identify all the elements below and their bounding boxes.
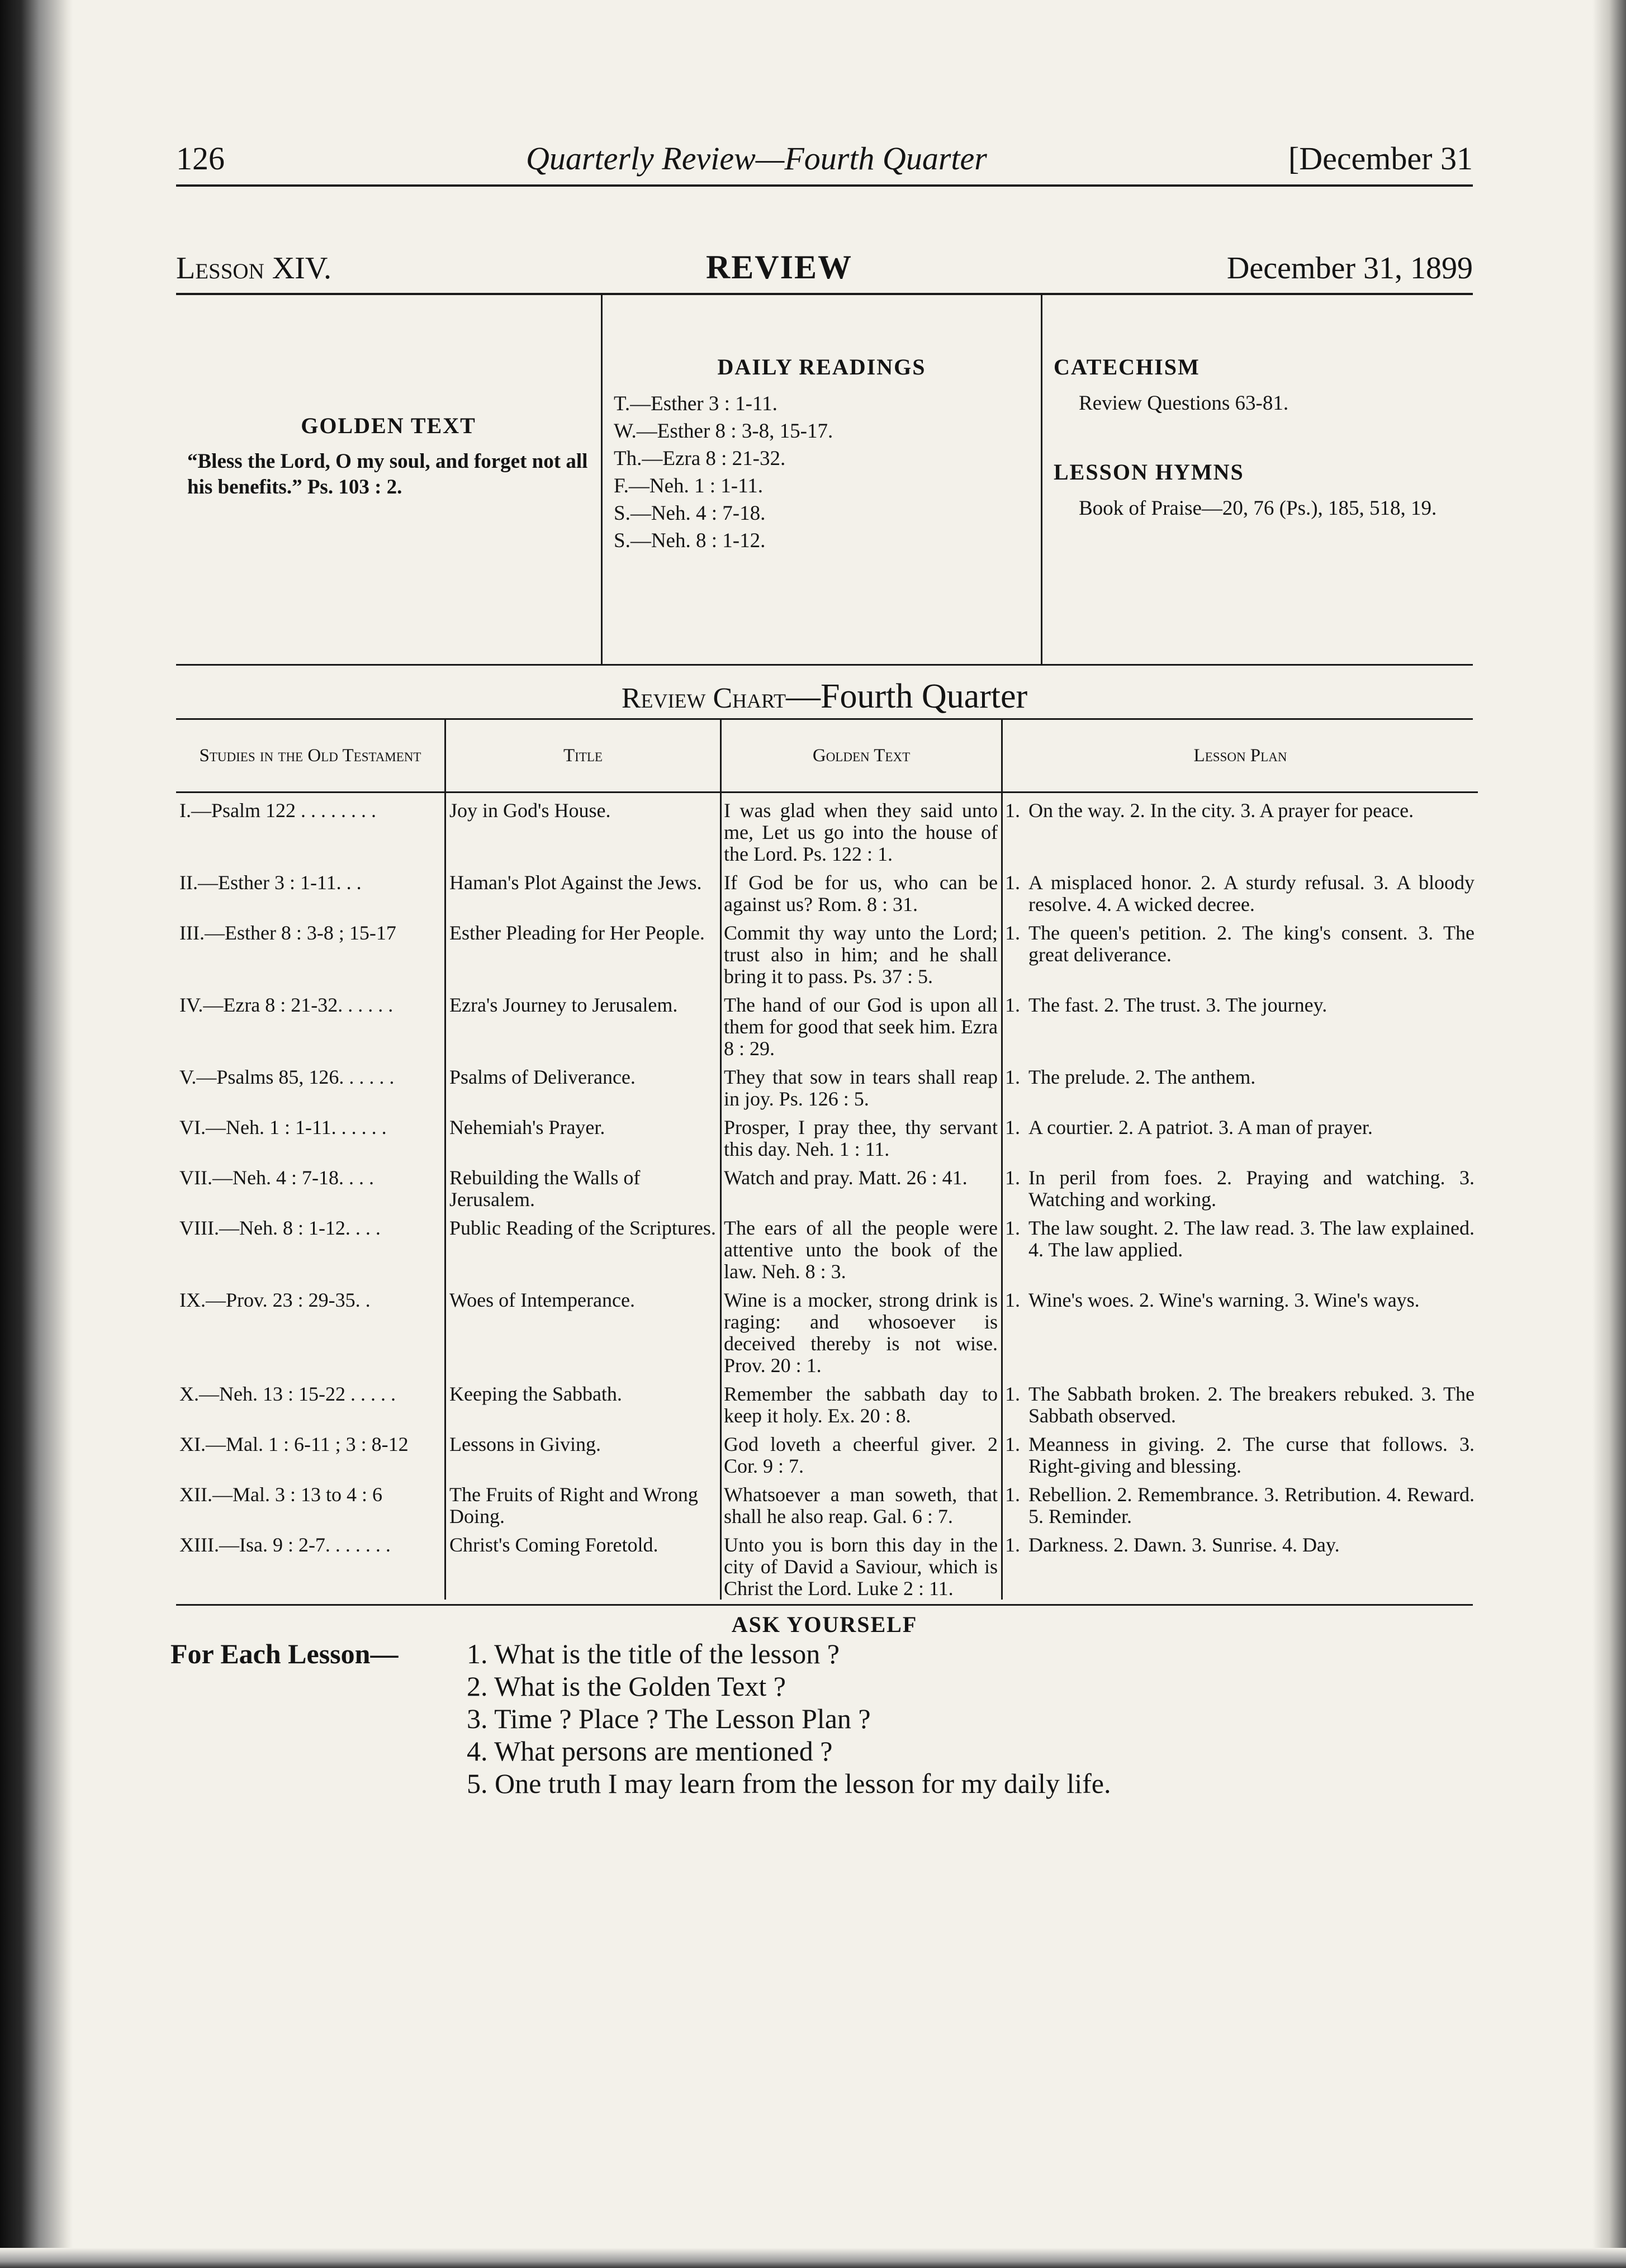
chart-row bbox=[176, 1377, 1478, 1427]
golden-text-cell: Unto you is born this day in the city of David a Saviour, which is Christ the Lord. Luke 2 : 11. bbox=[721, 1527, 1002, 1600]
study-cell: II.—Esther 3 : 1-11. . . bbox=[179, 871, 362, 894]
review-chart-table bbox=[176, 720, 1478, 1600]
study-cell: IV.—Ezra 8 : 21-32. . . . . . bbox=[179, 994, 394, 1016]
study-cell: X.—Neh. 13 : 15-22 . . . . . bbox=[179, 1383, 396, 1405]
plan-first-number: 1. bbox=[1005, 1289, 1020, 1311]
ask-yourself-list bbox=[467, 1638, 1111, 1800]
lesson-heading bbox=[176, 248, 1473, 293]
study-cell: IX.—Prov. 23 : 29-35. . bbox=[179, 1289, 371, 1311]
golden-text-cell: Wine is a mocker, strong drink is raging: and whosoever is deceived thereby is not wise. Prov. 20 : 1. bbox=[721, 1283, 1002, 1377]
plan-text: A courtier. 2. A patriot. 3. A man of prayer. bbox=[1028, 1116, 1373, 1138]
header-date: [December 31 bbox=[1288, 140, 1473, 177]
lesson-plan-cell bbox=[1002, 915, 1478, 988]
scan-edge-left bbox=[0, 0, 73, 2268]
golden-text-body: “Bless the Lord, O my soul, and forget not all his benefits.” Ps. 103 : 2. bbox=[187, 450, 588, 499]
daily-readings-box bbox=[601, 295, 1042, 664]
golden-text-cell: The ears of all the people were attentive unto the book of the law. Neh. 8 : 3. bbox=[721, 1211, 1002, 1283]
chart-row bbox=[176, 915, 1478, 988]
lesson-info-boxes bbox=[176, 295, 1473, 664]
plan-first-number: 1. bbox=[1005, 1166, 1020, 1189]
reading-item: S.—Neh. 4 : 7-18. bbox=[614, 502, 766, 525]
plan-first-number: 1. bbox=[1005, 1483, 1020, 1506]
chart-row bbox=[176, 1477, 1478, 1527]
title-cell: Woes of Intemperance. bbox=[445, 1283, 721, 1377]
lesson-plan-cell bbox=[1002, 1160, 1478, 1211]
catechism-text: Review Questions 63-81. bbox=[1079, 392, 1289, 415]
golden-text-cell: Remember the sabbath day to keep it holy. Ex. 20 : 8. bbox=[721, 1377, 1002, 1427]
col-header-title: Title bbox=[445, 720, 721, 793]
plan-first-number: 1. bbox=[1005, 1217, 1020, 1239]
reading-item: Th.—Ezra 8 : 21-32. bbox=[614, 447, 786, 470]
chart-row bbox=[176, 793, 1478, 866]
lesson-number: Lesson XIV. bbox=[176, 251, 332, 286]
study-cell: XI.—Mal. 1 : 6-11 ; 3 : 8-12 bbox=[179, 1433, 409, 1455]
col-header-golden-text: Golden Text bbox=[721, 720, 1002, 793]
study-cell: VII.—Neh. 4 : 7-18. . . . bbox=[179, 1166, 374, 1189]
golden-text-cell: The hand of our God is upon all them for good that seek him. Ezra 8 : 29. bbox=[721, 988, 1002, 1060]
page-content bbox=[170, 140, 1475, 1800]
lesson-plan-cell bbox=[1002, 1283, 1478, 1377]
study-cell: V.—Psalms 85, 126. . . . . . bbox=[179, 1066, 395, 1088]
plan-text: The Sabbath broken. 2. The breakers rebuked. 3. The Sabbath observed. bbox=[1028, 1383, 1475, 1427]
running-title: Quarterly Review—Fourth Quarter bbox=[526, 140, 987, 177]
golden-text-cell: I was glad when they said unto me, Let us go into the house of the Lord. Ps. 122 : 1. bbox=[721, 793, 1002, 866]
title-cell: Public Reading of the Scriptures. bbox=[445, 1211, 721, 1283]
page-number: 126 bbox=[176, 140, 225, 177]
golden-text-cell: Whatsoever a man soweth, that shall he also reap. Gal. 6 : 7. bbox=[721, 1477, 1002, 1527]
study-cell: III.—Esther 8 : 3-8 ; 15-17 bbox=[179, 922, 396, 944]
ask-yourself-section bbox=[170, 1638, 1473, 1800]
plan-first-number: 1. bbox=[1005, 1116, 1020, 1138]
plan-text: Meanness in giving. 2. The curse that follows. 3. Right-giving and blessing. bbox=[1028, 1433, 1475, 1477]
lesson-plan-cell bbox=[1002, 793, 1478, 866]
col-header-lesson-plan: Lesson Plan bbox=[1002, 720, 1478, 793]
lesson-plan-cell bbox=[1002, 865, 1478, 915]
chart-row bbox=[176, 1110, 1478, 1160]
study-cell: XII.—Mal. 3 : 13 to 4 : 6 bbox=[179, 1483, 382, 1506]
chart-row bbox=[176, 1283, 1478, 1377]
lesson-plan-cell bbox=[1002, 1527, 1478, 1600]
ask-yourself-heading: ASK YOURSELF bbox=[731, 1612, 918, 1637]
col-header-studies: Studies in the Old Testament bbox=[176, 720, 445, 793]
title-cell: Joy in God's House. bbox=[445, 793, 721, 866]
lesson-plan-cell bbox=[1002, 988, 1478, 1060]
ask-yourself-lead: For Each Lesson— bbox=[170, 1638, 399, 1669]
plan-text: In peril from foes. 2. Praying and watching. 3. Watching and working. bbox=[1028, 1166, 1475, 1211]
chart-body bbox=[176, 793, 1478, 1600]
title-cell: Psalms of Deliverance. bbox=[445, 1060, 721, 1110]
plan-text: The prelude. 2. The anthem. bbox=[1028, 1066, 1256, 1088]
chart-bottom-rule bbox=[176, 1604, 1473, 1606]
lesson-hymns-heading: LESSON HYMNS bbox=[1054, 459, 1244, 485]
plan-first-number: 1. bbox=[1005, 1383, 1020, 1405]
scan-edge-bottom bbox=[0, 2248, 1626, 2268]
plan-first-number: 1. bbox=[1005, 799, 1020, 822]
reading-item: T.—Esther 3 : 1-11. bbox=[614, 392, 778, 415]
catechism-box bbox=[1042, 295, 1473, 664]
lesson-plan-cell bbox=[1002, 1211, 1478, 1283]
golden-text-cell: Prosper, I pray thee, thy servant this day. Neh. 1 : 11. bbox=[721, 1110, 1002, 1160]
golden-text-cell: They that sow in tears shall reap in joy. Ps. 126 : 5. bbox=[721, 1060, 1002, 1110]
title-cell: Esther Pleading for Her People. bbox=[445, 915, 721, 988]
scan-edge-right bbox=[1592, 0, 1626, 2268]
plan-text: The fast. 2. The trust. 3. The journey. bbox=[1028, 994, 1328, 1016]
golden-text-heading: GOLDEN TEXT bbox=[301, 413, 476, 438]
question-item: 1. What is the title of the lesson ? bbox=[467, 1638, 840, 1669]
reading-item: S.—Neh. 8 : 1-12. bbox=[614, 529, 766, 552]
lesson-plan-cell bbox=[1002, 1060, 1478, 1110]
plan-first-number: 1. bbox=[1005, 994, 1020, 1016]
lesson-plan-cell bbox=[1002, 1427, 1478, 1477]
chart-row bbox=[176, 1211, 1478, 1283]
plan-first-number: 1. bbox=[1005, 1066, 1020, 1088]
plan-text: On the way. 2. In the city. 3. A prayer for peace. bbox=[1028, 799, 1414, 822]
chart-row bbox=[176, 1527, 1478, 1600]
question-item: 4. What persons are mentioned ? bbox=[467, 1735, 833, 1767]
title-cell: Lessons in Giving. bbox=[445, 1427, 721, 1477]
lesson-plan-cell bbox=[1002, 1477, 1478, 1527]
reading-item: W.—Esther 8 : 3-8, 15-17. bbox=[614, 420, 833, 443]
chart-title-main: Review Chart bbox=[621, 682, 786, 714]
title-cell: Ezra's Journey to Jerusalem. bbox=[445, 988, 721, 1060]
study-cell: I.—Psalm 122 . . . . . . . . bbox=[179, 799, 377, 822]
question-item: 3. Time ? Place ? The Lesson Plan ? bbox=[467, 1703, 871, 1734]
lesson-hymns-text: Book of Praise—20, 76 (Ps.), 185, 518, 19. bbox=[1079, 497, 1437, 520]
plan-text: Wine's woes. 2. Wine's warning. 3. Wine's ways. bbox=[1028, 1289, 1420, 1311]
chart-row bbox=[176, 1427, 1478, 1477]
golden-text-cell: If God be for us, who can be against us? Rom. 8 : 31. bbox=[721, 865, 1002, 915]
plan-first-number: 1. bbox=[1005, 1433, 1020, 1455]
study-cell: VIII.—Neh. 8 : 1-12. . . . bbox=[179, 1217, 381, 1239]
golden-text-cell: God loveth a cheerful giver. 2 Cor. 9 : 7. bbox=[721, 1427, 1002, 1477]
lesson-plan-cell bbox=[1002, 1377, 1478, 1427]
chart-title-quarter: —Fourth Quarter bbox=[785, 677, 1028, 715]
reading-item: F.—Neh. 1 : 1-11. bbox=[614, 475, 763, 497]
chart-row bbox=[176, 988, 1478, 1060]
header-rule bbox=[176, 184, 1473, 187]
plan-text: The law sought. 2. The law read. 3. The law explained. 4. The law applied. bbox=[1028, 1217, 1475, 1261]
golden-text-cell: Commit thy way unto the Lord; trust also in him; and he shall bring it to pass. Ps. 37 : 5. bbox=[721, 915, 1002, 988]
plan-first-number: 1. bbox=[1005, 871, 1020, 894]
study-cell: XIII.—Isa. 9 : 2-7. . . . . . . bbox=[179, 1534, 391, 1556]
golden-text-cell: Watch and pray. Matt. 26 : 41. bbox=[721, 1160, 1002, 1211]
plan-text: Rebellion. 2. Remembrance. 3. Retribution. 4. Reward. 5. Reminder. bbox=[1028, 1483, 1475, 1527]
title-cell: Haman's Plot Against the Jews. bbox=[445, 865, 721, 915]
plan-first-number: 1. bbox=[1005, 922, 1020, 944]
catechism-heading: CATECHISM bbox=[1054, 354, 1200, 379]
title-cell: The Fruits of Right and Wrong Doing. bbox=[445, 1477, 721, 1527]
title-cell: Nehemiah's Prayer. bbox=[445, 1110, 721, 1160]
chart-row bbox=[176, 1160, 1478, 1211]
chart-header-row bbox=[176, 720, 1478, 793]
plan-text: Darkness. 2. Dawn. 3. Sunrise. 4. Day. bbox=[1028, 1534, 1340, 1556]
running-header bbox=[176, 140, 1473, 184]
daily-readings-heading: DAILY READINGS bbox=[717, 354, 926, 379]
golden-text-box bbox=[176, 295, 601, 664]
title-cell: Keeping the Sabbath. bbox=[445, 1377, 721, 1427]
chart-row bbox=[176, 1060, 1478, 1110]
plan-first-number: 1. bbox=[1005, 1534, 1020, 1556]
lesson-plan-cell bbox=[1002, 1110, 1478, 1160]
question-item: 5. One truth I may learn from the lesson for my daily life. bbox=[467, 1768, 1111, 1799]
info-boxes-rule bbox=[176, 664, 1473, 666]
plan-text: The queen's petition. 2. The king's consent. 3. The great deliverance. bbox=[1028, 922, 1475, 966]
title-cell: Christ's Coming Foretold. bbox=[445, 1527, 721, 1600]
review-chart-title bbox=[176, 677, 1473, 715]
plan-text: A misplaced honor. 2. A sturdy refusal. 3. A bloody resolve. 4. A wicked decree. bbox=[1028, 871, 1475, 915]
question-item: 2. What is the Golden Text ? bbox=[467, 1671, 786, 1702]
study-cell: VI.—Neh. 1 : 1-11. . . . . . bbox=[179, 1116, 387, 1138]
lesson-date: December 31, 1899 bbox=[1226, 251, 1473, 286]
title-cell: Rebuilding the Walls of Jerusalem. bbox=[445, 1160, 721, 1211]
lesson-title: REVIEW bbox=[705, 249, 853, 286]
chart-row bbox=[176, 865, 1478, 915]
